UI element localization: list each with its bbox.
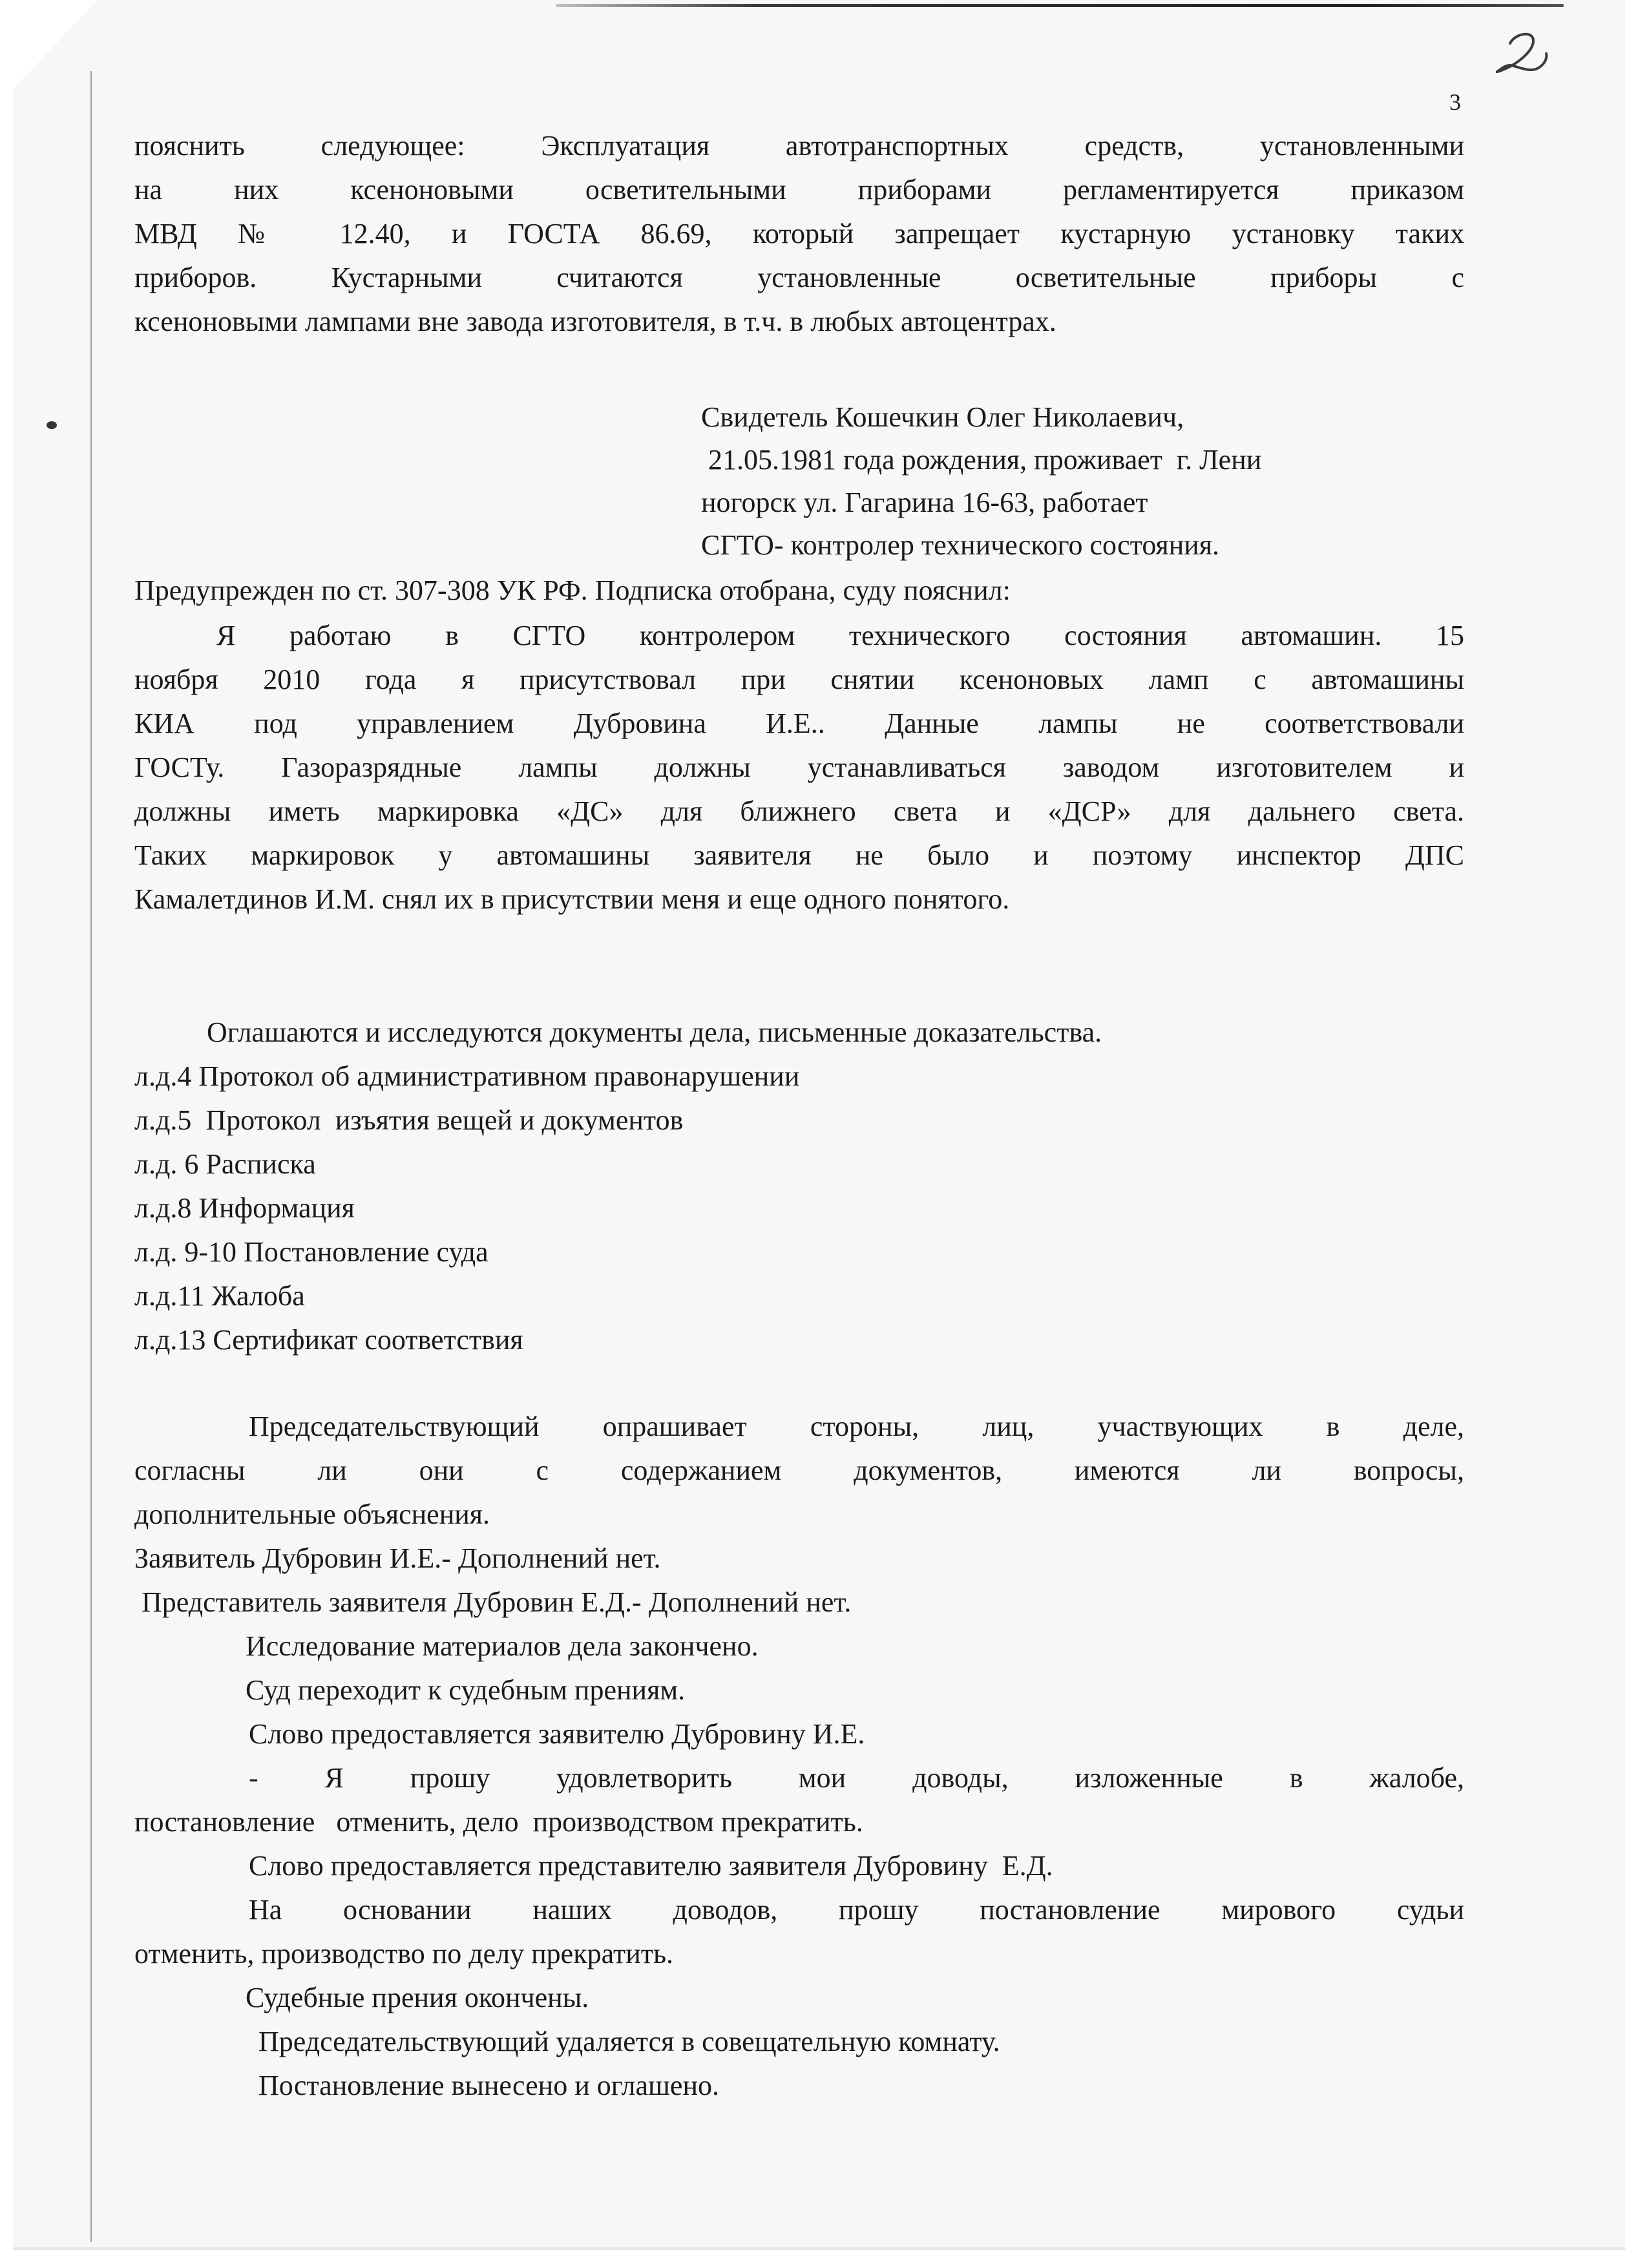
questioning-line: согласны ли они с содержанием документов, имеются ли вопросы, — [134, 1454, 1464, 1486]
testimony-line: ГОСТу. Газоразрядные лампы должны устанавливаться заводом изготовителем и — [134, 751, 1464, 783]
announced-line: Постановление вынесено и оглашено. — [258, 2070, 720, 2101]
debates-end: Судебные прения окончены. — [246, 1982, 589, 2013]
document-item: л.д.13 Сертификат соответствия — [134, 1324, 523, 1356]
witness-line: 21.05.1981 года рождения, проживает г. Лени — [701, 444, 1262, 476]
document-item: л.д.11 Жалоба — [134, 1280, 305, 1312]
warning-line: Предупрежден по ст. 307-308 УК РФ. Подписка отобрана, суду пояснил: — [134, 574, 1011, 606]
intro-line: пояснить следующее: Эксплуатация автотранспортных средств, установленными — [134, 130, 1464, 162]
document-item: л.д.5 Протокол изъятия вещей и документов — [134, 1104, 684, 1136]
debates-begin: Суд переходит к судебным прениям. — [246, 1674, 686, 1706]
testimony-line: Таких маркировок у автомашины заявителя не было и поэтому инспектор ДПС — [134, 839, 1464, 871]
intro-line: приборов. Кустарными считаются установленные осветительные приборы с — [134, 262, 1464, 293]
witness-line: ногорск ул. Гагарина 16-63, работает — [701, 487, 1148, 518]
documents-heading: Оглашаются и исследуются документы дела, письменные доказательства. — [207, 1016, 1102, 1048]
testimony-line: КИА под управлением Дубровина И.Е.. Данные лампы не соответствовали — [134, 708, 1464, 739]
testimony-line: должны иметь маркировка «ДС» для ближнего света и «ДСР» для дальнего света. — [134, 795, 1464, 827]
document-item: л.д.8 Информация — [134, 1192, 355, 1224]
witness-line: Свидетель Кошечкин Олег Николаевич, — [701, 401, 1184, 433]
applicant-response: Заявитель Дубровин И.Е.- Дополнений нет. — [134, 1542, 661, 1574]
questioning-line: дополнительные объяснения. — [134, 1498, 490, 1530]
applicant-speech-line: постановление отменить, дело производством прекратить. — [134, 1806, 863, 1838]
testimony-line: ноября 2010 года я присутствовал при снятии ксеноновых ламп с автомашины — [134, 664, 1464, 695]
representative-response: Представитель заявителя Дубровин Е.Д.- Дополнений нет. — [134, 1586, 852, 1618]
intro-line: на них ксеноновыми осветительными приборами регламентируется приказом — [134, 174, 1464, 205]
document-item: л.д. 9-10 Постановление суда — [134, 1236, 488, 1268]
page-number: 3 — [1449, 89, 1461, 115]
examination-done: Исследование материалов дела закончено. — [246, 1630, 759, 1662]
questioning-line: Председательствующий опрашивает стороны, лиц, участвующих в деле, — [249, 1411, 1464, 1442]
applicant-speech-line: - Я прошу удовлетворить мои доводы, изложенные в жалобе, — [249, 1762, 1464, 1794]
document-item: л.д. 6 Расписка — [134, 1148, 316, 1180]
testimony-line: Камалетдинов И.М. снял их в присутствии меня и еще одного понятого. — [134, 883, 1010, 915]
witness-line: СГТО- контролер технического состояния. — [701, 529, 1220, 561]
floor-representative: Слово предоставляется представителю заявителя Дубровину Е.Д. — [249, 1850, 1053, 1882]
representative-speech-line: На основании наших доводов, прошу постановление мирового судьи — [249, 1894, 1464, 1926]
floor-applicant: Слово предоставляется заявителю Дубровину И.Е. — [249, 1718, 865, 1750]
intro-line: МВД № 12.40, и ГОСТА 86.69, который запрещает кустарную установку таких — [134, 218, 1464, 249]
retires-line: Председательствующий удаляется в совещательную комнату. — [258, 2026, 1000, 2057]
testimony-line: Я работаю в СГТО контролером технического состояния автомашин. 15 — [216, 620, 1464, 651]
representative-speech-line: отменить, производство по делу прекратить. — [134, 1938, 674, 1969]
intro-line: ксеноновыми лампами вне завода изготовителя, в т.ч. в любых автоцентрах. — [134, 306, 1056, 337]
document-item: л.д.4 Протокол об административном правонарушении — [134, 1060, 800, 1092]
